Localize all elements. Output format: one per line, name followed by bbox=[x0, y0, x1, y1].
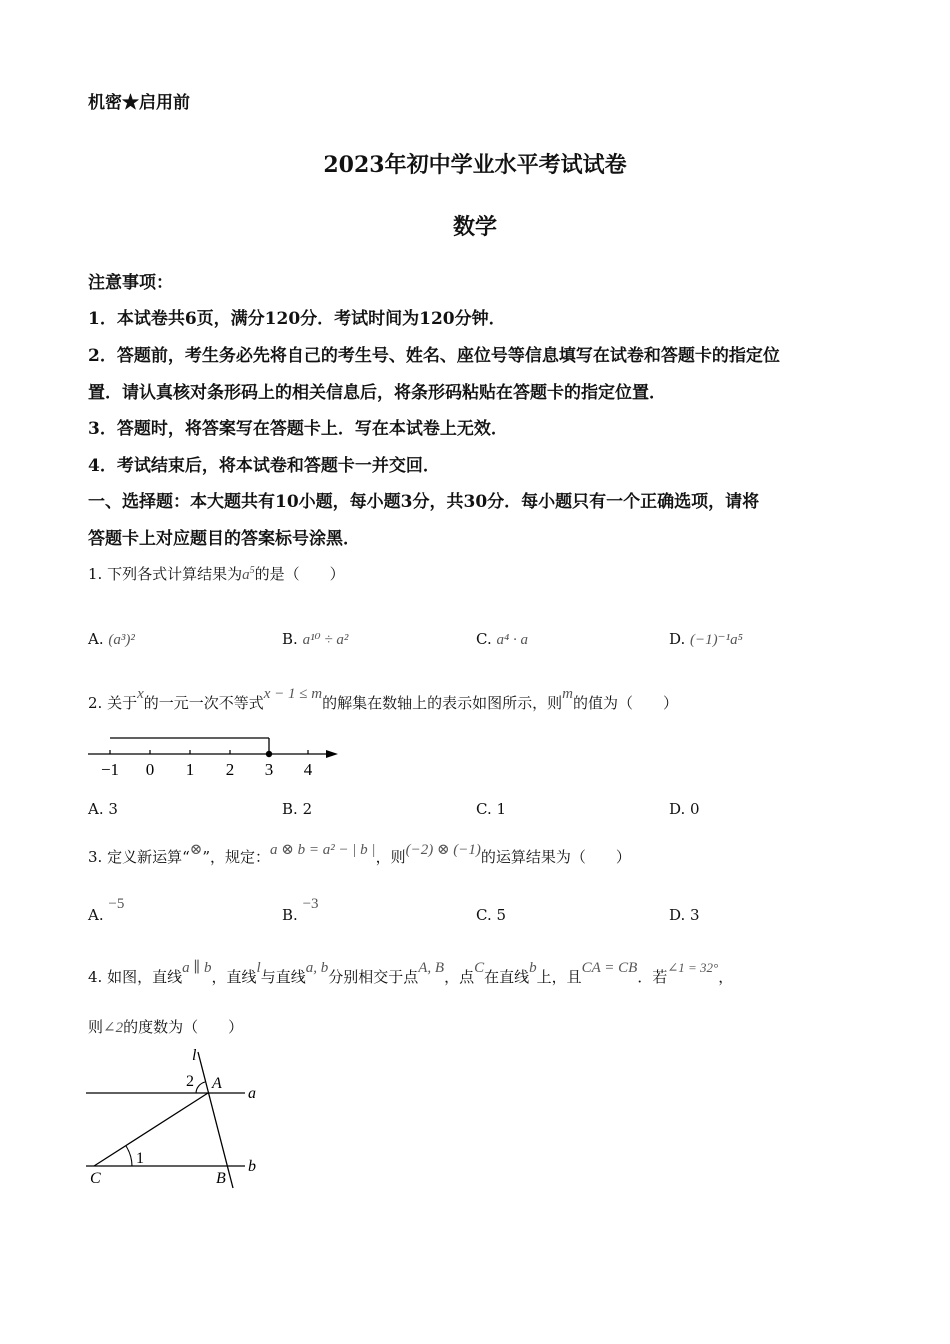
q1-text-b: 的是（ ） bbox=[254, 565, 345, 583]
option-label: A. bbox=[88, 906, 104, 924]
section-heading: 一、选择题：本大题共有10小题，每小题3分，共30分．每小题只有一个正确选项，请将 bbox=[88, 492, 760, 512]
q4-text: 则 bbox=[88, 1018, 104, 1036]
q2-text-d: 的值为（ ） bbox=[573, 694, 679, 712]
q2-option-d bbox=[669, 800, 700, 818]
notes-heading: 注意事项： bbox=[88, 273, 173, 293]
exam-title: 2023年初中学业水平考试试卷 bbox=[323, 152, 627, 178]
label-b: b bbox=[248, 1158, 256, 1175]
tick-label: 1 bbox=[185, 760, 195, 779]
label-A: A bbox=[212, 1075, 222, 1092]
option-label: B. bbox=[282, 630, 298, 648]
solid-endpoint-dot bbox=[266, 751, 272, 757]
q4-text: 在直线 bbox=[484, 968, 530, 986]
q3-option-b bbox=[282, 896, 319, 925]
option-label: C. bbox=[476, 906, 492, 924]
tick-label: 4 bbox=[303, 760, 313, 779]
option-value: −3 bbox=[302, 896, 319, 912]
section-heading-cont: 答题卡上对应题目的答案标号涂黑． bbox=[88, 529, 360, 549]
option-label: D. bbox=[669, 800, 686, 818]
question-4-stem bbox=[88, 960, 734, 987]
tick-label: −1 bbox=[100, 760, 120, 779]
tick-label: 3 bbox=[264, 760, 274, 779]
q2-text-b: 的一元一次不等式 bbox=[143, 694, 264, 712]
option-label: A. bbox=[88, 630, 104, 648]
number-line-arrow bbox=[326, 750, 338, 758]
q3-text-b: ”，规定： bbox=[202, 848, 270, 866]
q4-math: a, b bbox=[305, 960, 329, 976]
q1-text-a: 1. 下列各式计算结果为 bbox=[88, 565, 243, 583]
q1-option-d bbox=[669, 630, 743, 649]
q4-math: a ∥ b bbox=[182, 960, 212, 976]
q2-option-b bbox=[282, 800, 312, 818]
option-label: D. bbox=[669, 630, 686, 648]
note-item-4: 4．考试结束后，将本试卷和答题卡一并交回． bbox=[88, 456, 440, 476]
q4-text: 的度数为（ ） bbox=[123, 1018, 244, 1036]
option-math: (−1)⁻¹a⁵ bbox=[690, 632, 743, 648]
q4-math: l bbox=[256, 960, 261, 976]
label-angle-2: 2 bbox=[186, 1073, 194, 1090]
option-label: B. bbox=[282, 800, 298, 818]
line-l bbox=[198, 1052, 233, 1188]
geometry-figure bbox=[80, 1042, 280, 1192]
option-value: 1 bbox=[496, 800, 507, 818]
question-1-stem bbox=[88, 563, 345, 584]
segment-ca bbox=[94, 1093, 208, 1166]
label-l: l bbox=[192, 1047, 197, 1064]
q3-rule: a ⊗ b = a² − | b | bbox=[270, 842, 376, 858]
q3-text-a: 3. 定义新运算“ bbox=[88, 848, 190, 866]
q4-math: A, B bbox=[418, 960, 445, 976]
q4-math: C bbox=[474, 960, 485, 976]
note-item-3: 3．答题时，将答案写在答题卡上．写在本试卷上无效． bbox=[88, 419, 508, 439]
q3-text-c: ，则 bbox=[375, 848, 406, 866]
q1-option-a bbox=[88, 630, 135, 649]
label-B: B bbox=[216, 1170, 226, 1187]
q3-operator: ⊗ bbox=[189, 842, 203, 858]
q4-text: 与直线 bbox=[260, 968, 306, 986]
option-value: 3 bbox=[108, 800, 118, 818]
note-item-1: 1．本试卷共6页，满分120分．考试时间为120分钟． bbox=[88, 309, 506, 329]
q4-text: ，点 bbox=[444, 968, 475, 986]
q2-text-c: 的解集在数轴上的表示如图所示，则 bbox=[322, 694, 563, 712]
q2-option-a bbox=[88, 800, 118, 818]
q4-text: ．若 bbox=[637, 968, 668, 986]
q2-text-a: 2. 关于 bbox=[88, 694, 138, 712]
question-2-stem bbox=[88, 686, 679, 713]
q4-math: ∠1 = 32° bbox=[667, 960, 719, 975]
q4-math: b bbox=[529, 960, 537, 976]
option-math: a⁴ · a bbox=[496, 632, 528, 648]
option-value: 2 bbox=[302, 800, 313, 818]
option-math: a¹⁰ ÷ a² bbox=[302, 632, 349, 648]
q4-math: CA = CB bbox=[581, 960, 638, 976]
question-3-stem bbox=[88, 842, 631, 867]
q4-math: ∠2 bbox=[103, 1020, 124, 1036]
q4-text: 分别相交于点 bbox=[328, 968, 419, 986]
q1-math-sup: 5 bbox=[249, 565, 255, 576]
q1-option-b bbox=[282, 630, 348, 649]
label-a: a bbox=[248, 1085, 256, 1102]
q4-text: 上，且 bbox=[536, 968, 582, 986]
tick-label: 0 bbox=[145, 760, 155, 779]
q2-option-c bbox=[476, 800, 506, 818]
q3-option-d bbox=[669, 906, 700, 924]
tick-label: 2 bbox=[225, 760, 235, 779]
question-4-stem-cont bbox=[88, 1016, 243, 1037]
option-label: B. bbox=[282, 906, 298, 924]
option-math: (a³)² bbox=[108, 632, 135, 648]
q3-expression: (−2) ⊗ (−1) bbox=[405, 842, 481, 858]
option-value: −5 bbox=[108, 896, 125, 912]
q2-var-x: x bbox=[137, 686, 144, 702]
label-angle-1: 1 bbox=[136, 1150, 144, 1167]
q2-inequality: x − 1 ≤ m bbox=[263, 686, 323, 702]
q1-option-c bbox=[476, 630, 528, 649]
option-label: A. bbox=[88, 800, 104, 818]
option-value: 3 bbox=[690, 906, 700, 924]
q4-text: ，直线 bbox=[211, 968, 257, 986]
option-value: 0 bbox=[690, 800, 700, 818]
q3-text-d: 的运算结果为（ ） bbox=[480, 848, 631, 866]
option-value: 5 bbox=[496, 906, 507, 924]
label-C: C bbox=[90, 1170, 101, 1187]
q4-text: ， bbox=[718, 968, 734, 986]
confidential-mark: 机密★启用前 bbox=[88, 93, 190, 113]
angle-2-arc bbox=[196, 1082, 205, 1093]
option-label: C. bbox=[476, 800, 492, 818]
q4-text: 4. 如图，直线 bbox=[88, 968, 183, 986]
exam-subject: 数学 bbox=[452, 214, 497, 240]
angle-1-arc bbox=[126, 1146, 132, 1166]
note-item-2-cont: 置．请认真核对条形码上的相关信息后，将条形码粘贴在答题卡的指定位置． bbox=[88, 383, 666, 403]
note-item-2: 2．答题前，考生务必先将自己的考生号、姓名、座位号等信息填写在试卷和答题卡的指定位 bbox=[88, 346, 780, 366]
q1-math: a bbox=[242, 567, 250, 583]
q3-option-c bbox=[476, 906, 506, 924]
number-line-figure bbox=[80, 730, 350, 782]
option-label: D. bbox=[669, 906, 686, 924]
q2-var-m: m bbox=[562, 686, 573, 702]
option-label: C. bbox=[476, 630, 492, 648]
q3-option-a bbox=[88, 896, 125, 925]
